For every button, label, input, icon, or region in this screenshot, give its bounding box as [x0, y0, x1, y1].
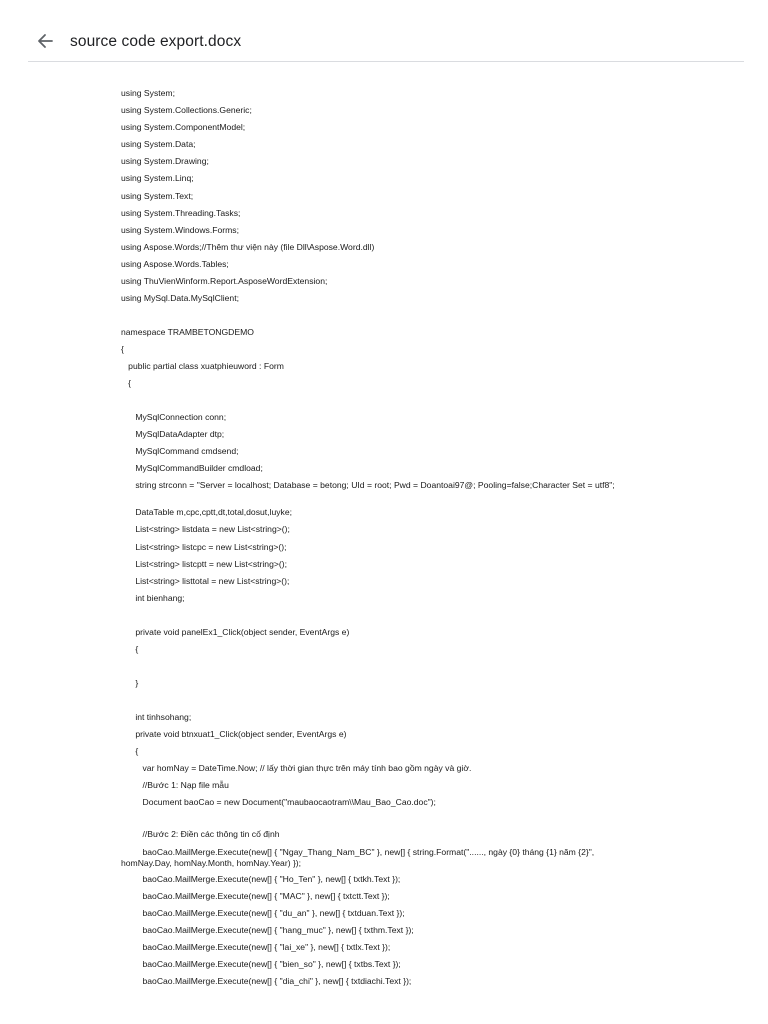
code-line: int tinhsohang; — [121, 712, 192, 722]
code-line: List<string> listcpc = new List<string>(); — [121, 542, 287, 552]
code-line: //Bước 2: Điền các thông tin cố định — [121, 829, 280, 839]
document-title: source code export.docx — [70, 33, 242, 50]
code-line: baoCao.MailMerge.Execute(new[] { "dia_chi" }, new[] { txtdiachi.Text }); — [121, 976, 412, 986]
code-line: using System.Threading.Tasks; — [121, 208, 241, 218]
code-line: { — [121, 746, 139, 756]
code-line: using ThuVienWinform.Report.AsposeWordExtension; — [121, 276, 328, 286]
document-page — [0, 62, 768, 1024]
code-line: Document baoCao = new Document("maubaocaotram\\Mau_Bao_Cao.doc"); — [121, 797, 436, 807]
code-line: } — [121, 678, 139, 688]
code-line: using System.Collections.Generic; — [121, 105, 252, 115]
code-line: public partial class xuatphieuword : Form — [121, 361, 284, 371]
code-line: MySqlCommand cmdsend; — [121, 446, 239, 456]
code-line: using System.Drawing; — [121, 156, 209, 166]
code-line: using System.Linq; — [121, 173, 194, 183]
code-line: using System.Windows.Forms; — [121, 225, 239, 235]
code-line: List<string> listdata = new List<string>(); — [121, 524, 290, 534]
code-line: using MySql.Data.MySqlClient; — [121, 293, 239, 303]
top-bar — [0, 0, 768, 62]
code-line: string strconn = "Server = localhost; Database = betong; UId = root; Pwd = Doantoai97@; Pooling=false;Character Set = utf8"; — [121, 480, 615, 490]
back-button[interactable] — [32, 28, 58, 54]
code-line: using System.Data; — [121, 139, 196, 149]
code-line: private void btnxuat1_Click(object sender, EventArgs e) — [121, 729, 347, 739]
code-line: using System.ComponentModel; — [121, 122, 246, 132]
code-line: { — [121, 378, 132, 388]
code-line: baoCao.MailMerge.Execute(new[] { "hang_muc" }, new[] { txthm.Text }); — [121, 925, 414, 935]
code-line: List<string> listcptt = new List<string>(); — [121, 559, 287, 569]
code-line: //Bước 1: Nạp file mẫu — [121, 780, 229, 790]
code-line: baoCao.MailMerge.Execute(new[] { "Ho_Ten" }, new[] { txtkh.Text }); — [121, 874, 401, 884]
code-line: namespace TRAMBETONGDEMO — [121, 327, 254, 337]
code-line: private void panelEx1_Click(object sender, EventArgs e) — [121, 627, 350, 637]
arrow-left-icon — [37, 33, 53, 49]
code-line: baoCao.MailMerge.Execute(new[] { "lai_xe" }, new[] { txtlx.Text }); — [121, 942, 391, 952]
code-line: using System.Text; — [121, 191, 194, 201]
code-line: baoCao.MailMerge.Execute(new[] { "MAC" }, new[] { txtctt.Text }); — [121, 891, 390, 901]
code-line: MySqlDataAdapter dtp; — [121, 429, 225, 439]
code-line: using Aspose.Words.Tables; — [121, 259, 229, 269]
code-line: List<string> listtotal = new List<string>(); — [121, 576, 290, 586]
code-line: var homNay = DateTime.Now; // lấy thời gian thực trên máy tính bao gồm ngày và giờ. — [121, 763, 472, 773]
code-line: baoCao.MailMerge.Execute(new[] { "Ngay_Thang_Nam_BC" }, new[] { string.Format("......, ngày {0} tháng {1} năm {2}", homNay.Day, homNay.Month, homNay.Year) }); — [121, 847, 597, 868]
code-line: baoCao.MailMerge.Execute(new[] { "du_an" }, new[] { txtduan.Text }); — [121, 908, 405, 918]
code-line: MySqlCommandBuilder cmdload; — [121, 463, 263, 473]
code-line: using System; — [121, 88, 175, 98]
code-line: { — [121, 644, 139, 654]
code-line: DataTable m,cpc,cptt,dt,total,dosut,luyke; — [121, 507, 293, 517]
code-line: baoCao.MailMerge.Execute(new[] { "bien_so" }, new[] { txtbs.Text }); — [121, 959, 401, 969]
code-line: using Aspose.Words;//Thêm thư viện này (file Dll\Aspose.Word.dll) — [121, 242, 375, 252]
code-line: { — [121, 344, 124, 354]
code-line: int bienhang; — [121, 593, 185, 603]
code-line: MySqlConnection conn; — [121, 412, 227, 422]
